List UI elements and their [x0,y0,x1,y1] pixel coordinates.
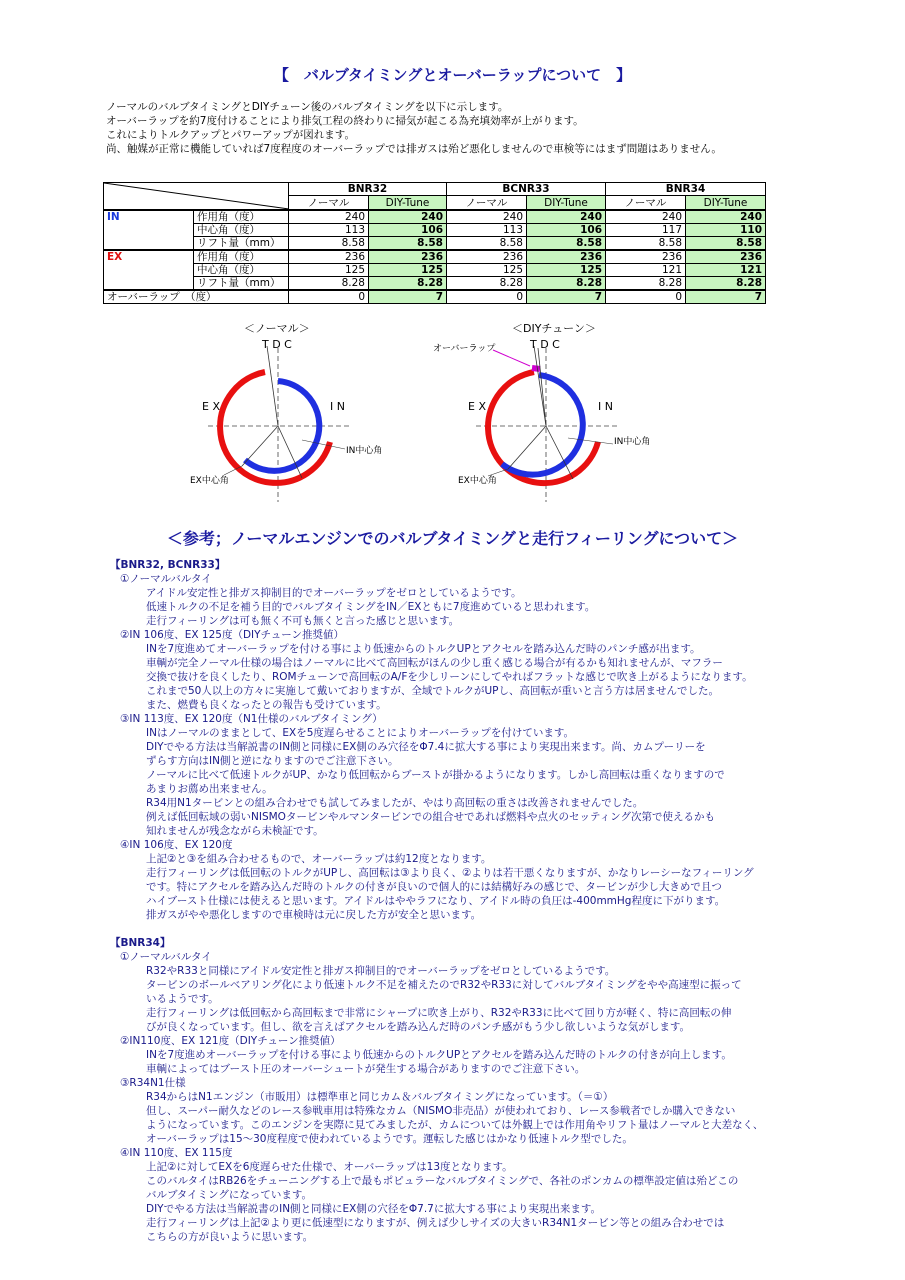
item-line: 上記②に対してEXを6度遅らせた仕様で、オーバーラップは13度となります。 [146,1161,513,1173]
item-line: あまりお薦め出来ません。 [146,783,273,795]
item-line: 知れませんが残念ながら未検証です。 [146,825,324,837]
table-cell: 236 [289,250,369,264]
ex-center-label: EX中心角 [458,476,497,486]
item-title: ②IN 106度、EX 125度（DIYチューン推奨値） [120,629,345,641]
table-cell: 8.58 [289,237,369,251]
table-cell: 125 [369,264,447,277]
table-cell: 236 [369,250,447,264]
section-bnr32-bcnr33 [110,558,754,922]
intro-text [106,100,722,156]
item-line: INはノーマルのままとして、EXを5度遅らせることによりオーバーラップを付けています。 [146,727,575,739]
table-cell: 7 [686,290,766,304]
item-line: 走行フィーリングは可も無く不可も無くと言った感じと思います。 [146,615,460,627]
table-cell: 125 [289,264,369,277]
ex-diagram-label: E X [468,400,486,413]
table-cell: 8.28 [289,277,369,291]
item-line: R32やR33と同様にアイドル安定性と排ガス抑制目的でオーバーラップをゼロとしているようです。 [146,965,616,977]
item-line: 例えば低回転域の弱いNISMOタービンやルマンタービンでの組合せであれば燃料や点火のセッティング次第で使えるかも [146,811,715,823]
item-line: 低速トルクの不足を補う目的でバルブタイミングをIN／EXともに7度進めていると思われます。 [146,601,596,613]
item-line: です。特にアクセルを踏み込んだ時のトルクの付きが良いので個人的には結構好みの感じで、タービンが少し大きめで且つ [146,881,722,893]
param-label: 作用角（度） [194,210,289,224]
ex-arc [220,372,330,483]
table-cell: 8.28 [686,277,766,291]
diy-diagram-title: ＜DIYチューン＞ [512,322,596,335]
table-cell: 240 [527,210,606,224]
table-cell: 113 [447,224,527,237]
param-label: 中心角（度） [194,264,289,277]
item-line: ずらす方向はIN側と逆になりますのでご注意下さい。 [146,755,399,767]
sub-header: ノーマル [447,196,527,210]
ex-label: EX [104,250,194,290]
item-line: INを7度進めてオーバーラップを付ける事により低速からのトルクUPとアクセルを踏み込んだ時のパンチ感が出ます。 [146,643,701,655]
item-line: R34用N1タービンとの組み合わせでも試してみましたが、やはり高回転の重さは改善されませんでした。 [146,797,644,809]
item-title: ①ノーマルバルタイ [120,573,212,585]
ex-diagram-label: E X [202,400,220,413]
table-cell: 236 [527,250,606,264]
table-cell: 125 [527,264,606,277]
overlap-annotation: オーバーラップ [433,344,496,354]
intro-line: ノーマルのバルブタイミングとDIYチューン後のバルブタイミングを以下に示します。 [106,101,509,113]
intro-line: オーバーラップを約7度付けることにより排気工程の終わりに掃気が起こる為充填効率が上がります。 [106,115,584,127]
in-diagram-label: I N [330,400,345,413]
table-cell: 121 [686,264,766,277]
valve-timing-table [103,182,766,304]
item-line: タービンのボールベアリング化により低速トルク不足を補えたのでR32やR33に対してバルブタイミングをやや高速型に振って [146,979,742,991]
table-cell: 8.58 [527,237,606,251]
param-label: リフト量（mm） [194,277,289,291]
in-center-label: IN中心角 [346,446,383,456]
overlap-label: オーバーラップ （度） [104,290,289,304]
item-title: ④IN 106度、EX 120度 [120,839,233,851]
table-cell: 117 [606,224,686,237]
table-cell: 236 [447,250,527,264]
param-label: 中心角（度） [194,224,289,237]
table-cell: 121 [606,264,686,277]
overlap-mark [532,368,540,369]
sub-header: DIY-Tune [369,196,447,210]
item-line: これまで50人以上の方々に実施して戴いておりますが、全域でトルクがUPし、高回転が重いと言う方は居ませんでした。 [146,685,719,697]
in-label: IN [104,210,194,250]
table-cell: 240 [289,210,369,224]
item-title: ③R34N1仕様 [120,1077,186,1089]
item-line: ノーマルに比べて低速トルクがUP、かなり低回転からブーストが掛かるようになります。しかし高回転は重くなりますので [146,769,725,781]
diy-timing-diagram [433,334,668,504]
item-title: ④IN 110度、EX 115度 [120,1147,233,1159]
item-line: また、燃費も良くなったとの報告も受けています。 [146,699,387,711]
table-cell: 8.58 [606,237,686,251]
item-line: 車輌が完全ノーマル仕様の場合はノーマルに比べて高回転がほんの少し重く感じる場合が有るかも知れませんが、マフラー [146,657,723,669]
table-corner [104,183,289,211]
item-line: いるようです。 [146,993,219,1005]
table-cell: 8.28 [447,277,527,291]
tdc-label: T D C [530,338,560,351]
table-cell: 7 [369,290,447,304]
section-bnr34 [110,936,763,1244]
table-cell: 240 [606,210,686,224]
table-cell: 110 [686,224,766,237]
param-label: リフト量（mm） [194,237,289,251]
in-diagram-label: I N [598,400,613,413]
reference-title: ＜参考；ノーマルエンジンでのバルブタイミングと走行フィーリングについて＞ [166,529,739,548]
table-cell: 8.28 [606,277,686,291]
in-center-label: IN中心角 [614,437,651,447]
table-cell: 8.58 [447,237,527,251]
table-cell: 236 [606,250,686,264]
intro-line: 尚、触媒が正常に機能していれば7度程度のオーバーラップでは排ガスは殆ど悪化しませんので車検等にはまず問題はありません。 [106,143,722,155]
table-cell: 240 [447,210,527,224]
item-line: バルブタイミングになっています。 [146,1189,313,1201]
item-line: DIYでやる方法は当解説書のIN側と同様にEX側のみ穴径をΦ7.4に拡大する事により実現出来ます。尚、カムプーリーを [146,741,706,753]
table-cell: 0 [606,290,686,304]
table-cell: 8.28 [527,277,606,291]
tdc-label: T D C [262,338,292,351]
table-cell: 8.28 [369,277,447,291]
item-line: 走行フィーリングは低回転のトルクがUPし、高回転は③より良く、②よりは若干悪くなりますが、かなりレーシーなフィーリング [146,867,754,879]
item-line: 走行フィーリングは低回転から高回転まで非常にシャープに吹き上がり、R32やR33に比べて回り方が軽く、特に高回転の伸 [146,1007,732,1019]
item-title: ③IN 113度、EX 120度（N1仕様のバルブタイミング） [120,713,383,725]
sub-header: DIY-Tune [686,196,766,210]
table-cell: 106 [369,224,447,237]
item-line: 車輌によってはブースト圧のオーバーシュートが発生する場合がありますのでご注意下さい。 [146,1063,586,1075]
item-line: こちらの方が良いように思います。 [146,1231,314,1243]
item-title: ①ノーマルバルタイ [120,951,212,963]
table-cell: 240 [369,210,447,224]
item-line: DIYでやる方法は当解説書のIN側と同様にEX側の穴径をΦ7.7に拡大する事により実現出来ます。 [146,1203,601,1215]
item-line: INを7度進めオーバーラップを付ける事により低速からのトルクUPとアクセルを踏み込んだ時のトルクの付きが向上します。 [146,1049,732,1061]
section-heading: 【BNR32, BCNR33】 [110,559,226,571]
item-line: ようになっています。このエンジンを実際に見てみましたが、カムについては外観上では作用角やリフト量はノーマルと大差なく、 [146,1119,764,1131]
item-line: オーバーラップは15～30度程度で使われているようです。運転した感じはかなり低速トルク型でした。 [146,1133,633,1145]
model-header: BNR34 [606,183,766,196]
normal-diagram-title: ＜ノーマル＞ [244,322,310,335]
model-header: BNR32 [289,183,447,196]
sub-header: ノーマル [606,196,686,210]
table-cell: 0 [289,290,369,304]
item-line: 排ガスがやや悪化しますので車検時は元に戻した方が安全と思います。 [146,909,482,921]
table-cell: 236 [686,250,766,264]
item-line: ハイブースト仕様には使えると思います。アイドルはややラフになり、アイドル時の負圧は-400mmHg程度に下がります。 [146,895,726,907]
page-title: 【 バルブタイミングとオーバーラップについて 】 [273,66,632,84]
item-line: 交換で抜けを良くしたり、ROMチューンで高回転のA/Fを少しリーンにしてやればフラットな感じで吹き上がるようになります。 [146,671,753,683]
table-cell: 8.58 [369,237,447,251]
table-cell: 8.58 [686,237,766,251]
item-line: このバルタイはRB26をチューニングする上で最もポピュラーなバルブタイミングで、各社のポンカムの標準設定値は殆どこの [146,1175,739,1187]
table-cell: 106 [527,224,606,237]
item-line: 走行フィーリングは上記②より更に低速型になりますが、例えば少しサイズの大きいR34N1タービン等との組み合わせでは [146,1217,725,1229]
item-line: アイドル安定性と排ガス抑制目的でオーバーラップをゼロとしているようです。 [146,587,522,599]
intro-line: これによりトルクアップとパワーアップが図れます。 [106,129,355,141]
table-cell: 240 [686,210,766,224]
model-header: BCNR33 [447,183,606,196]
item-line: 但し、スーパー耐久などのレース参戦車用は特殊なカム（NISMO非売品）が使われており、レース参戦者でしか購入できない [146,1105,736,1117]
ex-center-label: EX中心角 [190,476,229,486]
sub-header: DIY-Tune [527,196,606,210]
item-line: 上記②と③を組み合わせるもので、オーバーラップは約12度となります。 [146,853,492,865]
item-line: R34からはN1エンジン（市販用）は標準車と同じカム＆バルブタイミングになっています。（＝①） [146,1091,614,1103]
table-cell: 125 [447,264,527,277]
section-heading: 【BNR34】 [110,937,171,949]
item-title: ②IN110度、EX 121度（DIYチューン推奨値） [120,1035,341,1047]
sub-header: ノーマル [289,196,369,210]
table-cell: 0 [447,290,527,304]
normal-timing-diagram [180,334,383,504]
table-cell: 113 [289,224,369,237]
table-cell: 7 [527,290,606,304]
item-line: びが良くなっています。但し、欲を言えばアクセルを踏み込んだ時のパンチ感がもう少し欲しいような気がします。 [146,1021,691,1033]
param-label: 作用角（度） [194,250,289,264]
